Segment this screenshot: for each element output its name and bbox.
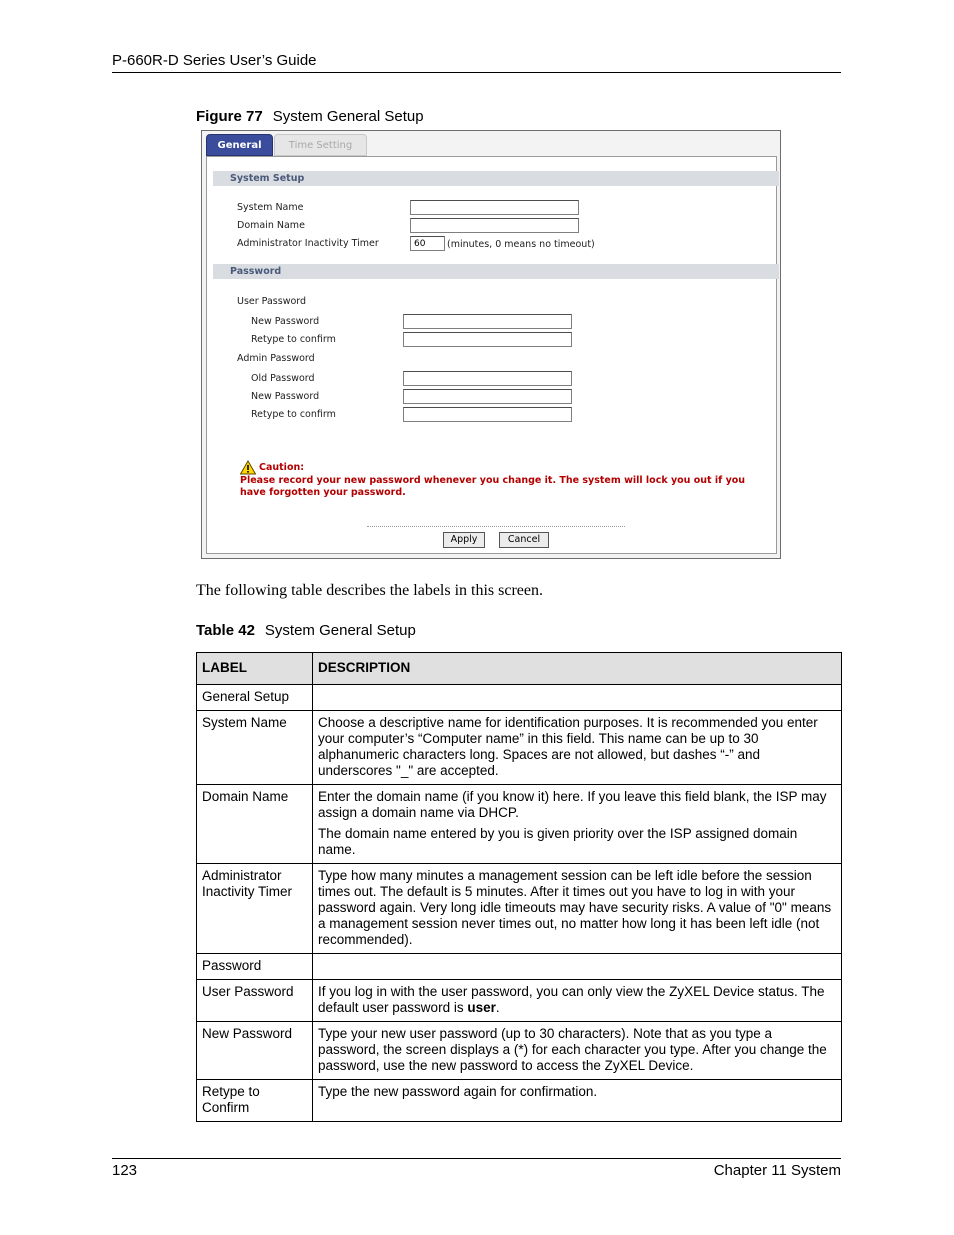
tab-general[interactable]: General	[206, 134, 273, 156]
row-description: Type the new password again for confirmation.	[313, 1080, 842, 1122]
table-row	[197, 980, 842, 1022]
row-label: Password	[197, 954, 313, 980]
table-row	[197, 864, 842, 954]
col-description-header: DESCRIPTION	[313, 653, 842, 685]
user-retype-label: Retype to confirm	[251, 334, 336, 345]
admin-old-password-input[interactable]	[403, 371, 572, 386]
caution-title: Caution:	[259, 462, 305, 473]
intro-text: The following table describes the labels in this screen.	[196, 582, 544, 599]
domain-name-input[interactable]	[410, 218, 579, 233]
page-header-title: P-660R-D Series User’s Guide	[112, 52, 317, 69]
password-heading: Password	[213, 264, 779, 279]
row-description: Type your new user password (up to 30 characters). Note that as you type a password, the screen displays a (*) for each character you type. After you change the password, use the new password to access the ZyXEL Device.	[313, 1022, 842, 1080]
domain-name-label: Domain Name	[237, 220, 305, 231]
admin-new-password-label: New Password	[251, 391, 320, 402]
row-label: User Password	[197, 980, 313, 1022]
admin-new-password-input[interactable]	[403, 389, 572, 404]
table-row	[197, 1080, 842, 1122]
system-setup-heading: System Setup	[213, 171, 779, 186]
admin-retype-label: Retype to confirm	[251, 409, 336, 420]
row-description-para: Enter the domain name (if you know it) here. If you leave this field blank, the ISP may assign a domain name via DHCP.	[318, 789, 827, 820]
table-row	[197, 1022, 842, 1080]
figure-title: System General Setup	[272, 108, 424, 125]
caution-icon	[240, 460, 256, 475]
apply-button[interactable]: Apply	[443, 532, 485, 548]
user-password-label: User Password	[237, 296, 307, 307]
description-table	[196, 652, 842, 1122]
admin-retype-input[interactable]	[403, 407, 572, 422]
page-number: 123	[112, 1162, 138, 1179]
row-description	[313, 980, 842, 1022]
row-description	[313, 685, 842, 711]
row-label: Retype to Confirm	[197, 1080, 313, 1122]
settings-panel	[206, 156, 777, 554]
table-row	[197, 954, 842, 980]
chapter-title: Chapter 11 System	[713, 1162, 841, 1179]
button-divider	[367, 526, 625, 527]
user-new-password-label: New Password	[251, 316, 320, 327]
cancel-button[interactable]: Cancel	[499, 532, 549, 548]
figure-caption	[196, 108, 424, 125]
tab-time-setting[interactable]: Time Setting	[274, 134, 367, 156]
user-new-password-input[interactable]	[403, 314, 572, 329]
system-general-screenshot	[201, 130, 781, 559]
row-description-bold: user	[467, 1000, 496, 1015]
row-description: Type how many minutes a management session can be left idle before the session times out. The default is 5 minutes. After it times out you have to log in with your password again. Very long idle timeouts may have security risks. A value of "0" means a management session never times out, no matter how long it has been left idle (not recommended).	[313, 864, 842, 954]
row-description-text: If you log in with the user password, you can only view the ZyXEL Device status. The default user password is	[318, 984, 825, 1015]
inactivity-timer-label: Administrator Inactivity Timer	[237, 238, 379, 249]
admin-old-password-label: Old Password	[251, 373, 315, 384]
table-row	[197, 711, 842, 785]
caution-text: Please record your new password whenever you change it. The system will lock you out if you have forgotten your password.	[240, 475, 746, 498]
admin-password-label: Admin Password	[237, 353, 315, 364]
inactivity-timer-hint: (minutes, 0 means no timeout)	[447, 239, 595, 250]
row-description-end: .	[495, 1000, 500, 1015]
user-retype-input[interactable]	[403, 332, 572, 347]
system-name-label: System Name	[237, 202, 304, 213]
row-description-para: The domain name entered by you is given priority over the ISP assigned domain name.	[318, 826, 798, 857]
table-row	[197, 785, 842, 864]
header-rule	[112, 72, 841, 73]
table-caption	[196, 622, 416, 639]
figure-number: Figure 77	[196, 108, 263, 125]
col-label-header: LABEL	[197, 653, 313, 685]
table-header-row	[197, 653, 842, 685]
inactivity-timer-input[interactable]: 60	[410, 236, 445, 251]
row-description	[313, 785, 842, 864]
system-name-input[interactable]	[410, 200, 579, 215]
row-label: System Name	[197, 711, 313, 785]
row-label: New Password	[197, 1022, 313, 1080]
table-title: System General Setup	[264, 622, 416, 639]
row-label: General Setup	[197, 685, 313, 711]
row-description: Choose a descriptive name for identification purposes. It is recommended you enter your computer’s “Computer name” in this field. This name can be up to 30 alphanumeric characters long. Spaces are not allowed, but dashes “-” and underscores "_" are accepted.	[313, 711, 842, 785]
table-row	[197, 685, 842, 711]
row-label: Domain Name	[197, 785, 313, 864]
table-number: Table 42	[196, 622, 255, 639]
row-description	[313, 954, 842, 980]
footer-rule	[112, 1158, 841, 1159]
row-label: Administrator Inactivity Timer	[197, 864, 313, 954]
